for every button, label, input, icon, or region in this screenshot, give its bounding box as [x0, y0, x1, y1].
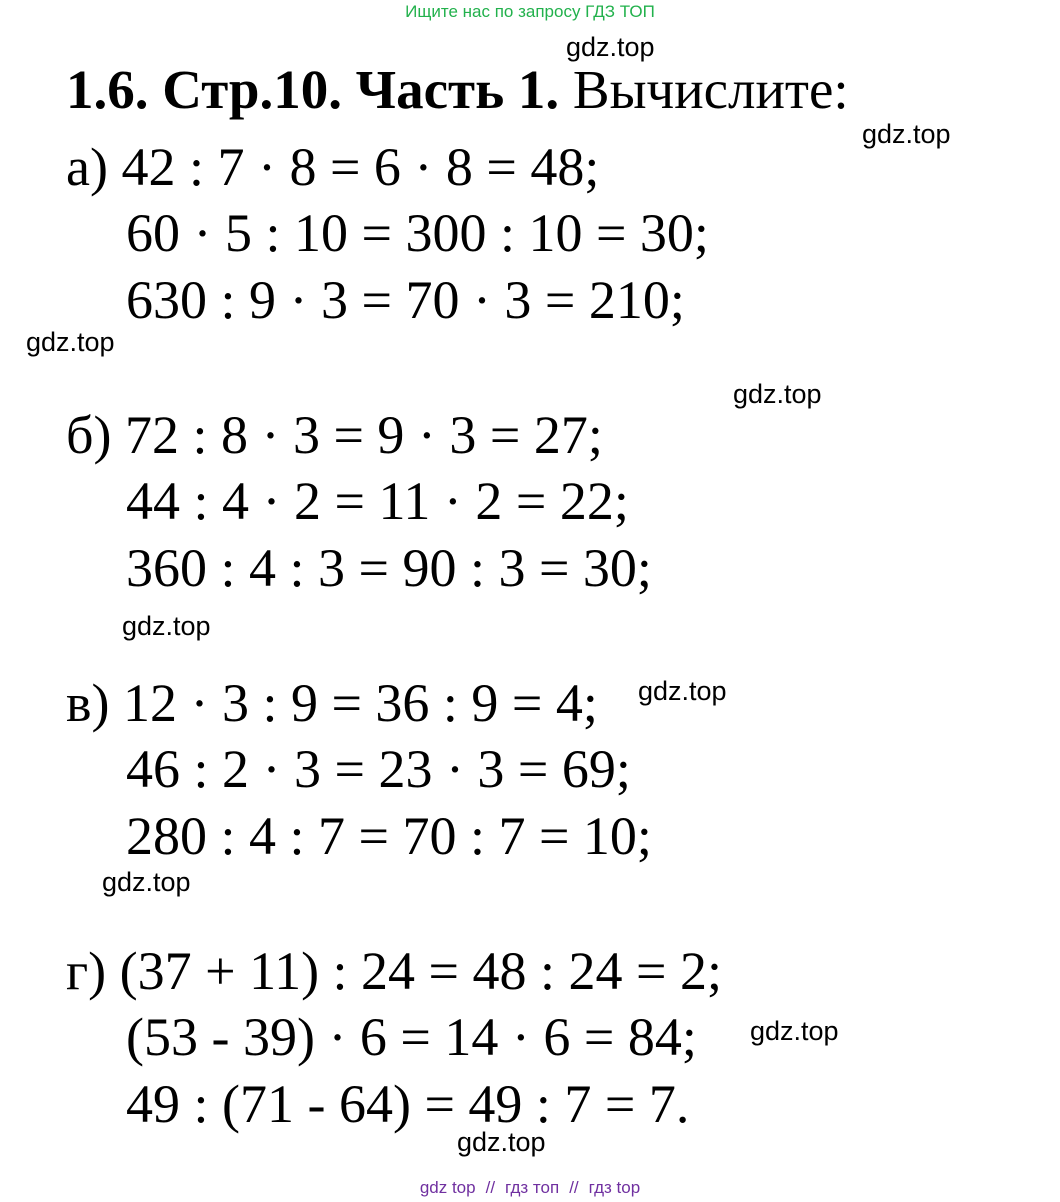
watermark: gdz.top [122, 611, 211, 641]
section-v-line-3: 280 : 4 : 7 = 70 : 7 = 10; [126, 806, 652, 866]
footer-link-gdz-top[interactable]: gdz top [419, 1178, 476, 1197]
footer-link-gdz-top-ru[interactable]: гдз топ [505, 1178, 560, 1197]
section-a-line-2: 60 · 5 : 10 = 300 : 10 = 30; [126, 203, 709, 263]
section-b-line-2: 44 : 4 · 2 = 11 · 2 = 22; [126, 471, 629, 531]
section-g-line-2: (53 - 39) · 6 = 14 · 6 = 84; [126, 1007, 697, 1067]
footer-separator: // [485, 1178, 496, 1197]
watermark: gdz.top [26, 327, 115, 357]
exercise-task: Вычислите: [572, 59, 849, 120]
section-b-line-3: 360 : 4 : 3 = 90 : 3 = 30; [126, 538, 652, 598]
section-a-line-1 [66, 137, 600, 197]
expression: 12 · 3 : 9 = 36 : 9 = 4; [122, 673, 598, 733]
section-v-line-2: 46 : 2 · 3 = 23 · 3 = 69; [126, 739, 631, 799]
watermark: gdz.top [750, 1016, 839, 1046]
watermark: gdz.top [733, 379, 822, 409]
expression: 72 : 8 · 3 = 9 · 3 = 27; [124, 405, 603, 465]
section-a-label: а) [66, 137, 108, 197]
watermark: gdz.top [862, 119, 951, 149]
section-a-line-3: 630 : 9 · 3 = 70 · 3 = 210; [126, 270, 685, 330]
section-g-label: г) [66, 941, 107, 1001]
section-v-line-1 [66, 673, 598, 733]
footer-links [0, 1178, 1060, 1198]
expression: 42 : 7 · 8 = 6 · 8 = 48; [121, 137, 600, 197]
section-g-line-3: 49 : (71 - 64) = 49 : 7 = 7. [126, 1074, 690, 1134]
watermark: gdz.top [638, 676, 727, 706]
section-g-line-1 [66, 941, 722, 1001]
section-b-label: б) [66, 405, 112, 465]
expression: (37 + 11) : 24 = 48 : 24 = 2; [119, 941, 722, 1001]
search-banner: Ищите нас по запросу ГДЗ ТОП [405, 2, 655, 21]
watermark: gdz.top [457, 1127, 546, 1157]
section-b-line-1 [66, 405, 603, 465]
footer-separator: // [569, 1178, 579, 1197]
watermark: gdz.top [102, 867, 191, 897]
page-title [66, 59, 849, 120]
footer-link-gdz-top-mixed[interactable]: гдз top [588, 1178, 641, 1197]
section-v-label: в) [66, 673, 110, 733]
watermark: gdz.top [566, 32, 655, 62]
exercise-number: 1.6. Стр.10. Часть 1. [66, 59, 560, 120]
